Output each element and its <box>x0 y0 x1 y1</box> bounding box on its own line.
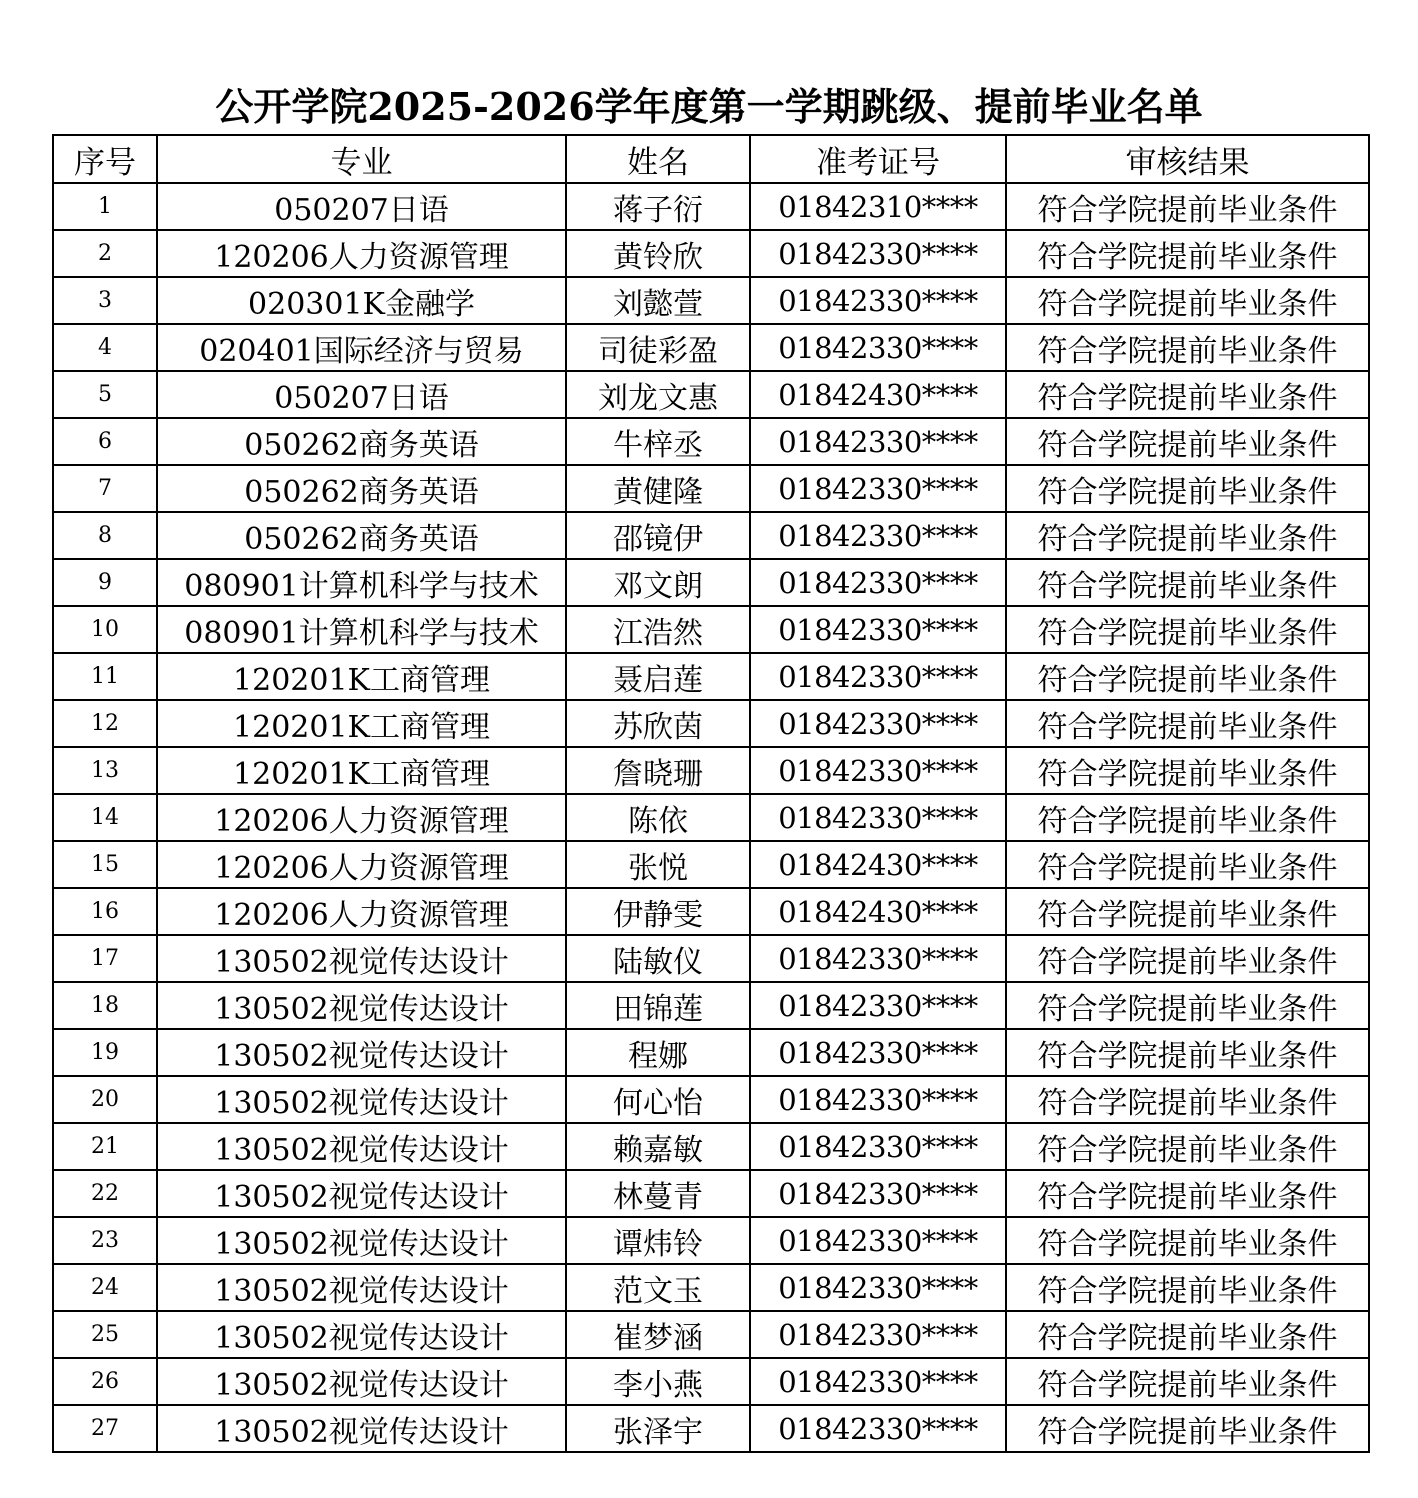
cell-serial-number: 8 <box>53 512 157 559</box>
table-row <box>53 1029 1369 1076</box>
header-name: 姓名 <box>566 135 750 183</box>
cell-name: 田锦莲 <box>566 982 750 1029</box>
cell-serial-number: 17 <box>53 935 157 982</box>
cell-major: 120201K工商管理 <box>157 747 566 794</box>
cell-review-result: 符合学院提前毕业条件 <box>1006 418 1369 465</box>
cell-review-result: 符合学院提前毕业条件 <box>1006 935 1369 982</box>
cell-serial-number: 6 <box>53 418 157 465</box>
cell-serial-number: 20 <box>53 1076 157 1123</box>
table-row <box>53 559 1369 606</box>
cell-exam-id: 01842430**** <box>750 888 1006 935</box>
table-row <box>53 512 1369 559</box>
cell-review-result: 符合学院提前毕业条件 <box>1006 1076 1369 1123</box>
cell-major: 120201K工商管理 <box>157 653 566 700</box>
table-row <box>53 324 1369 371</box>
cell-major: 050207日语 <box>157 371 566 418</box>
cell-name: 聂启莲 <box>566 653 750 700</box>
cell-name: 程娜 <box>566 1029 750 1076</box>
cell-review-result: 符合学院提前毕业条件 <box>1006 794 1369 841</box>
cell-review-result: 符合学院提前毕业条件 <box>1006 230 1369 277</box>
cell-name: 陈依 <box>566 794 750 841</box>
table-row <box>53 794 1369 841</box>
table-row <box>53 606 1369 653</box>
cell-serial-number: 1 <box>53 183 157 230</box>
cell-review-result: 符合学院提前毕业条件 <box>1006 277 1369 324</box>
cell-review-result: 符合学院提前毕业条件 <box>1006 512 1369 559</box>
table-row <box>53 747 1369 794</box>
cell-name: 司徒彩盈 <box>566 324 750 371</box>
cell-exam-id: 01842330**** <box>750 418 1006 465</box>
cell-major: 080901计算机科学与技术 <box>157 606 566 653</box>
cell-name: 牛梓丞 <box>566 418 750 465</box>
table-row <box>53 1076 1369 1123</box>
cell-name: 刘龙文惠 <box>566 371 750 418</box>
cell-name: 詹晓珊 <box>566 747 750 794</box>
cell-major: 050207日语 <box>157 183 566 230</box>
cell-exam-id: 01842330**** <box>750 1358 1006 1405</box>
cell-serial-number: 12 <box>53 700 157 747</box>
cell-major: 130502视觉传达设计 <box>157 1405 566 1452</box>
cell-review-result: 符合学院提前毕业条件 <box>1006 1123 1369 1170</box>
cell-review-result: 符合学院提前毕业条件 <box>1006 559 1369 606</box>
cell-name: 黄健隆 <box>566 465 750 512</box>
cell-serial-number: 11 <box>53 653 157 700</box>
table-row <box>53 1264 1369 1311</box>
cell-serial-number: 25 <box>53 1311 157 1358</box>
cell-exam-id: 01842330**** <box>750 1170 1006 1217</box>
cell-major: 050262商务英语 <box>157 512 566 559</box>
cell-review-result: 符合学院提前毕业条件 <box>1006 653 1369 700</box>
table-row <box>53 935 1369 982</box>
cell-review-result: 符合学院提前毕业条件 <box>1006 700 1369 747</box>
table-row <box>53 371 1369 418</box>
cell-name: 邓文朗 <box>566 559 750 606</box>
cell-major: 130502视觉传达设计 <box>157 1029 566 1076</box>
header-review-result: 审核结果 <box>1006 135 1369 183</box>
cell-major: 020401国际经济与贸易 <box>157 324 566 371</box>
cell-review-result: 符合学院提前毕业条件 <box>1006 1029 1369 1076</box>
cell-review-result: 符合学院提前毕业条件 <box>1006 183 1369 230</box>
cell-major: 050262商务英语 <box>157 465 566 512</box>
cell-major: 130502视觉传达设计 <box>157 1170 566 1217</box>
cell-major: 130502视觉传达设计 <box>157 1076 566 1123</box>
cell-exam-id: 01842330**** <box>750 1217 1006 1264</box>
table-row <box>53 1405 1369 1452</box>
cell-exam-id: 01842430**** <box>750 371 1006 418</box>
table-body <box>53 183 1369 1452</box>
cell-name: 江浩然 <box>566 606 750 653</box>
cell-major: 130502视觉传达设计 <box>157 1123 566 1170</box>
table-row <box>53 277 1369 324</box>
cell-exam-id: 01842330**** <box>750 1123 1006 1170</box>
cell-review-result: 符合学院提前毕业条件 <box>1006 747 1369 794</box>
table-row <box>53 1217 1369 1264</box>
cell-serial-number: 21 <box>53 1123 157 1170</box>
cell-name: 黄铃欣 <box>566 230 750 277</box>
header-major: 专业 <box>157 135 566 183</box>
cell-name: 李小燕 <box>566 1358 750 1405</box>
cell-serial-number: 9 <box>53 559 157 606</box>
cell-exam-id: 01842330**** <box>750 935 1006 982</box>
cell-serial-number: 18 <box>53 982 157 1029</box>
cell-serial-number: 5 <box>53 371 157 418</box>
cell-exam-id: 01842330**** <box>750 1029 1006 1076</box>
table-row <box>53 418 1369 465</box>
table-row <box>53 841 1369 888</box>
cell-exam-id: 01842330**** <box>750 794 1006 841</box>
table-row <box>53 230 1369 277</box>
cell-review-result: 符合学院提前毕业条件 <box>1006 1217 1369 1264</box>
table-row <box>53 183 1369 230</box>
cell-review-result: 符合学院提前毕业条件 <box>1006 841 1369 888</box>
cell-exam-id: 01842330**** <box>750 324 1006 371</box>
cell-name: 林蔓青 <box>566 1170 750 1217</box>
cell-exam-id: 01842330**** <box>750 1076 1006 1123</box>
cell-exam-id: 01842330**** <box>750 277 1006 324</box>
cell-major: 120201K工商管理 <box>157 700 566 747</box>
cell-major: 120206人力资源管理 <box>157 230 566 277</box>
cell-review-result: 符合学院提前毕业条件 <box>1006 1358 1369 1405</box>
graduation-list-table <box>52 134 1370 1453</box>
cell-name: 张泽宇 <box>566 1405 750 1452</box>
cell-major: 020301K金融学 <box>157 277 566 324</box>
cell-review-result: 符合学院提前毕业条件 <box>1006 1405 1369 1452</box>
cell-exam-id: 01842330**** <box>750 465 1006 512</box>
cell-serial-number: 14 <box>53 794 157 841</box>
cell-review-result: 符合学院提前毕业条件 <box>1006 888 1369 935</box>
cell-review-result: 符合学院提前毕业条件 <box>1006 465 1369 512</box>
cell-name: 谭炜铃 <box>566 1217 750 1264</box>
cell-serial-number: 22 <box>53 1170 157 1217</box>
cell-exam-id: 01842330**** <box>750 1311 1006 1358</box>
cell-major: 130502视觉传达设计 <box>157 1264 566 1311</box>
cell-name: 范文玉 <box>566 1264 750 1311</box>
cell-name: 崔梦涵 <box>566 1311 750 1358</box>
cell-serial-number: 16 <box>53 888 157 935</box>
header-exam-id: 准考证号 <box>750 135 1006 183</box>
cell-exam-id: 01842330**** <box>750 1264 1006 1311</box>
cell-serial-number: 13 <box>53 747 157 794</box>
cell-serial-number: 4 <box>53 324 157 371</box>
table-row <box>53 888 1369 935</box>
cell-serial-number: 24 <box>53 1264 157 1311</box>
cell-serial-number: 27 <box>53 1405 157 1452</box>
cell-major: 130502视觉传达设计 <box>157 982 566 1029</box>
cell-exam-id: 01842330**** <box>750 559 1006 606</box>
cell-serial-number: 15 <box>53 841 157 888</box>
table-header-row <box>53 135 1369 183</box>
cell-serial-number: 23 <box>53 1217 157 1264</box>
cell-name: 赖嘉敏 <box>566 1123 750 1170</box>
cell-exam-id: 01842330**** <box>750 512 1006 559</box>
cell-name: 蒋子衍 <box>566 183 750 230</box>
table-row <box>53 700 1369 747</box>
cell-name: 张悦 <box>566 841 750 888</box>
cell-major: 130502视觉传达设计 <box>157 1217 566 1264</box>
cell-review-result: 符合学院提前毕业条件 <box>1006 1170 1369 1217</box>
cell-serial-number: 10 <box>53 606 157 653</box>
cell-review-result: 符合学院提前毕业条件 <box>1006 982 1369 1029</box>
cell-major: 130502视觉传达设计 <box>157 1311 566 1358</box>
cell-exam-id: 01842330**** <box>750 700 1006 747</box>
table-row <box>53 1311 1369 1358</box>
cell-exam-id: 01842330**** <box>750 653 1006 700</box>
cell-serial-number: 26 <box>53 1358 157 1405</box>
cell-exam-id: 01842430**** <box>750 841 1006 888</box>
cell-major: 080901计算机科学与技术 <box>157 559 566 606</box>
cell-major: 120206人力资源管理 <box>157 841 566 888</box>
cell-serial-number: 3 <box>53 277 157 324</box>
cell-name: 苏欣茵 <box>566 700 750 747</box>
cell-serial-number: 7 <box>53 465 157 512</box>
cell-major: 120206人力资源管理 <box>157 888 566 935</box>
cell-exam-id: 01842330**** <box>750 606 1006 653</box>
table-row <box>53 1358 1369 1405</box>
cell-review-result: 符合学院提前毕业条件 <box>1006 606 1369 653</box>
header-serial-number: 序号 <box>53 135 157 183</box>
cell-name: 刘懿萱 <box>566 277 750 324</box>
table-row <box>53 1170 1369 1217</box>
cell-review-result: 符合学院提前毕业条件 <box>1006 1264 1369 1311</box>
cell-name: 伊静雯 <box>566 888 750 935</box>
cell-review-result: 符合学院提前毕业条件 <box>1006 324 1369 371</box>
cell-exam-id: 01842330**** <box>750 1405 1006 1452</box>
cell-serial-number: 19 <box>53 1029 157 1076</box>
cell-exam-id: 01842310**** <box>750 183 1006 230</box>
table-row <box>53 982 1369 1029</box>
cell-serial-number: 2 <box>53 230 157 277</box>
cell-exam-id: 01842330**** <box>750 230 1006 277</box>
cell-exam-id: 01842330**** <box>750 982 1006 1029</box>
cell-review-result: 符合学院提前毕业条件 <box>1006 371 1369 418</box>
document-title: 公开学院2025-2026学年度第一学期跳级、提前毕业名单 <box>215 84 1203 129</box>
cell-major: 050262商务英语 <box>157 418 566 465</box>
table-row <box>53 1123 1369 1170</box>
cell-name: 陆敏仪 <box>566 935 750 982</box>
cell-major: 130502视觉传达设计 <box>157 935 566 982</box>
cell-review-result: 符合学院提前毕业条件 <box>1006 1311 1369 1358</box>
table-row <box>53 653 1369 700</box>
table-row <box>53 465 1369 512</box>
cell-name: 邵镜伊 <box>566 512 750 559</box>
cell-name: 何心怡 <box>566 1076 750 1123</box>
cell-exam-id: 01842330**** <box>750 747 1006 794</box>
cell-major: 130502视觉传达设计 <box>157 1358 566 1405</box>
cell-major: 120206人力资源管理 <box>157 794 566 841</box>
